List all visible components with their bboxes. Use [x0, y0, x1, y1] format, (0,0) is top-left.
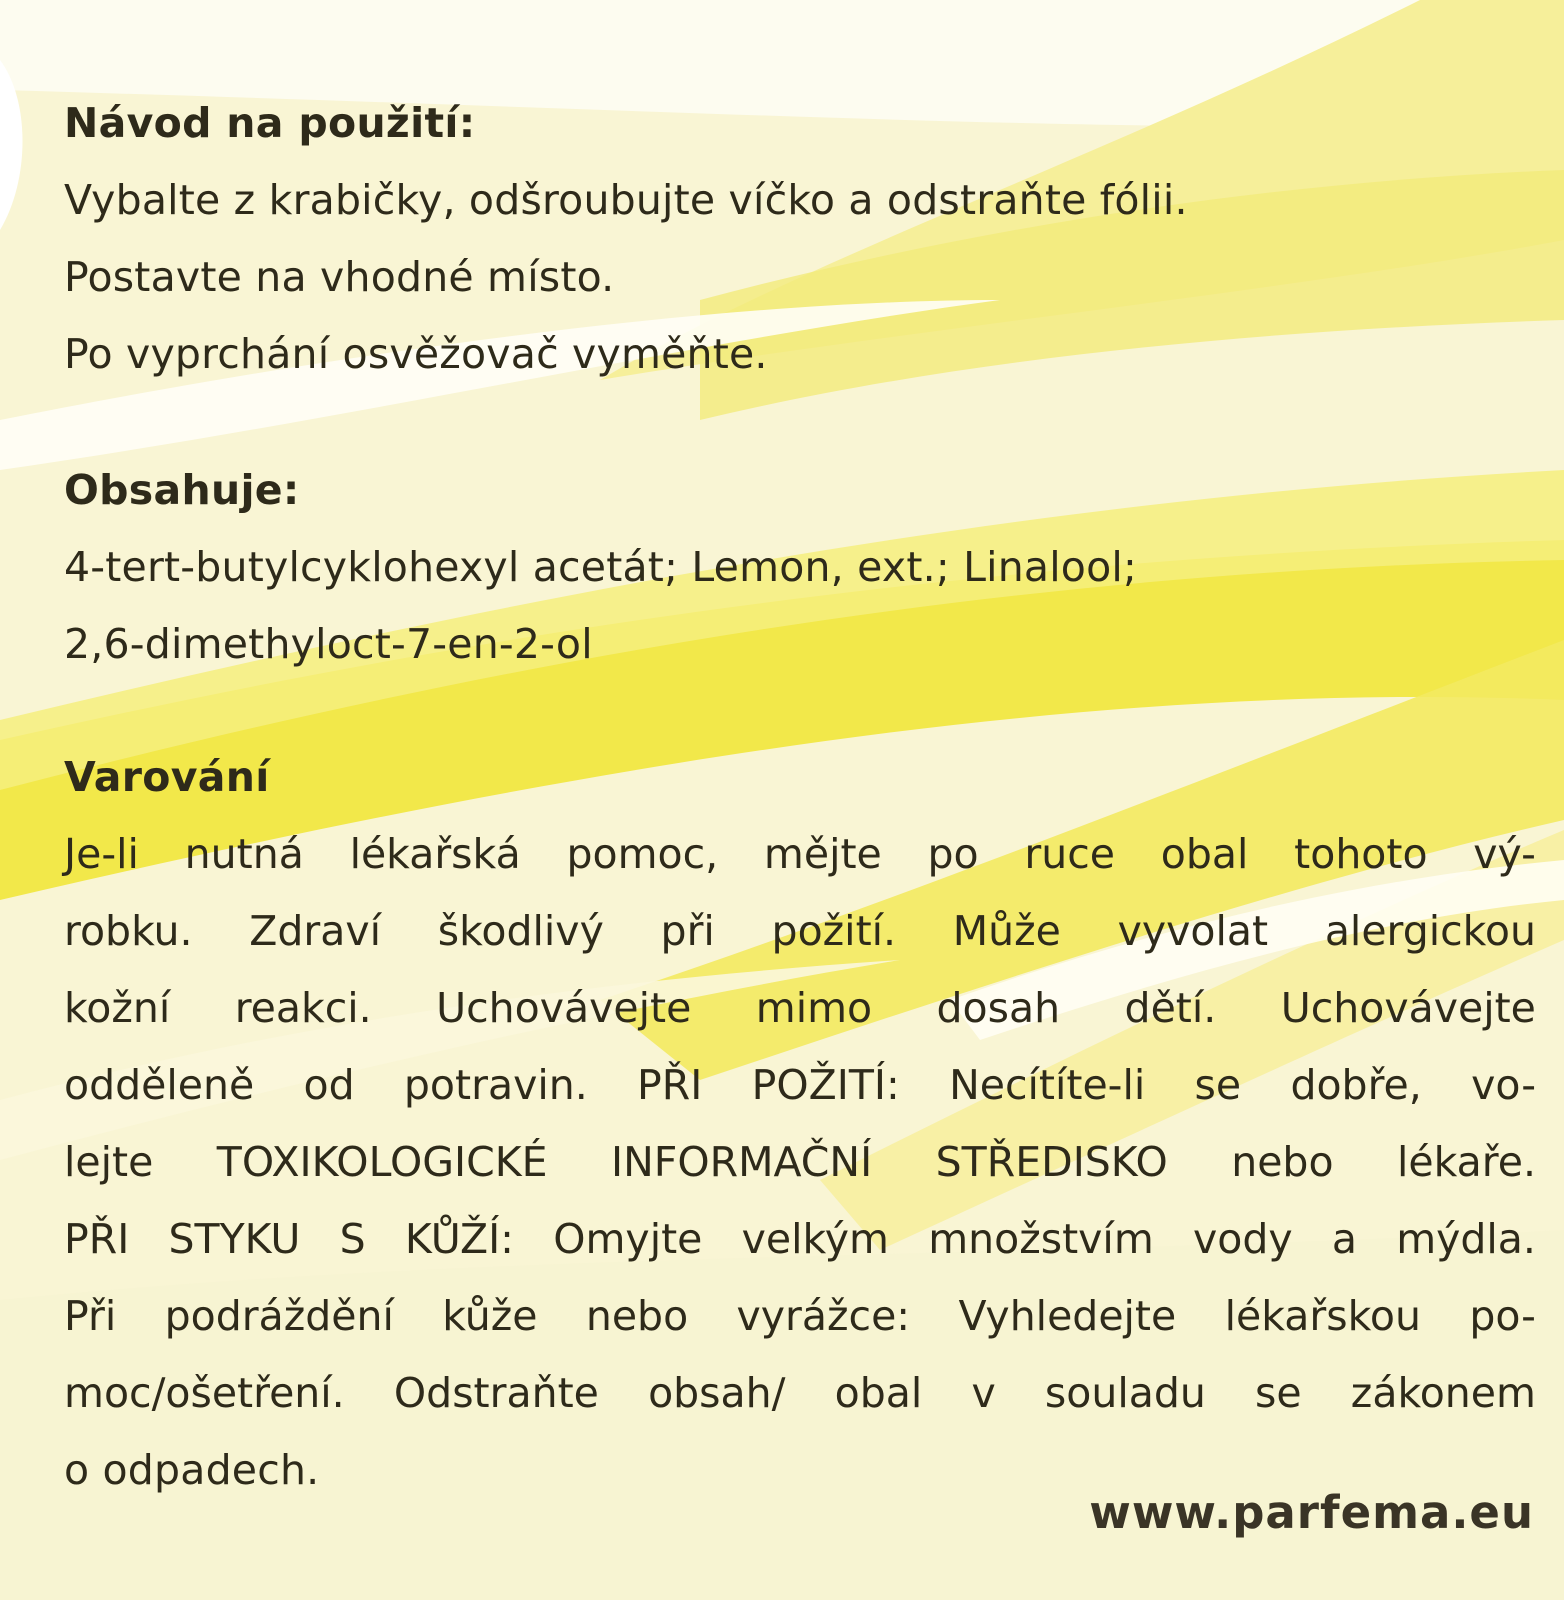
- warning-line: odděleně od potravin. PŘI POŽITÍ: Necítíte-li se dobře, vo-: [64, 1061, 1536, 1109]
- warning-line: Je-li nutná lékařská pomoc, mějte po ruce obal tohoto vý-: [64, 830, 1536, 878]
- warning-line: kožní reakci. Uchovávejte mimo dosah dětí. Uchovávejte: [64, 984, 1536, 1032]
- usage-line: Postavte na vhodné místo.: [64, 253, 615, 301]
- ingredients-line: 2,6-dimethyloct-7-en-2-ol: [64, 620, 593, 668]
- warning-line: robku. Zdraví škodlivý při požití. Může vyvolat alergickou: [64, 907, 1536, 955]
- usage-line: Vybalte z krabičky, odšroubujte víčko a odstraňte fólii.: [64, 176, 1188, 224]
- warning-line: lejte TOXIKOLOGICKÉ INFORMAČNÍ STŘEDISKO nebo lékaře.: [64, 1138, 1536, 1186]
- website-url: www.parfema.eu: [1089, 1486, 1534, 1539]
- warning-heading: Varování: [64, 753, 270, 801]
- warning-line: Při podráždění kůže nebo vyrážce: Vyhledejte lékařskou po-: [64, 1292, 1536, 1340]
- warning-line: o odpadech.: [64, 1446, 320, 1494]
- ingredients-line: 4-tert-butylcyklohexyl acetát; Lemon, ext.; Linalool;: [64, 543, 1137, 591]
- usage-heading: Návod na použití:: [64, 99, 476, 147]
- warning-line: PŘI STYKU S KŮŽÍ: Omyjte velkým množstvím vody a mýdla.: [64, 1215, 1536, 1263]
- usage-line: Po vyprchání osvěžovač vyměňte.: [64, 330, 768, 378]
- warning-line: moc/ošetření. Odstraňte obsah/ obal v souladu se zákonem: [64, 1369, 1536, 1417]
- contains-heading: Obsahuje:: [64, 466, 300, 514]
